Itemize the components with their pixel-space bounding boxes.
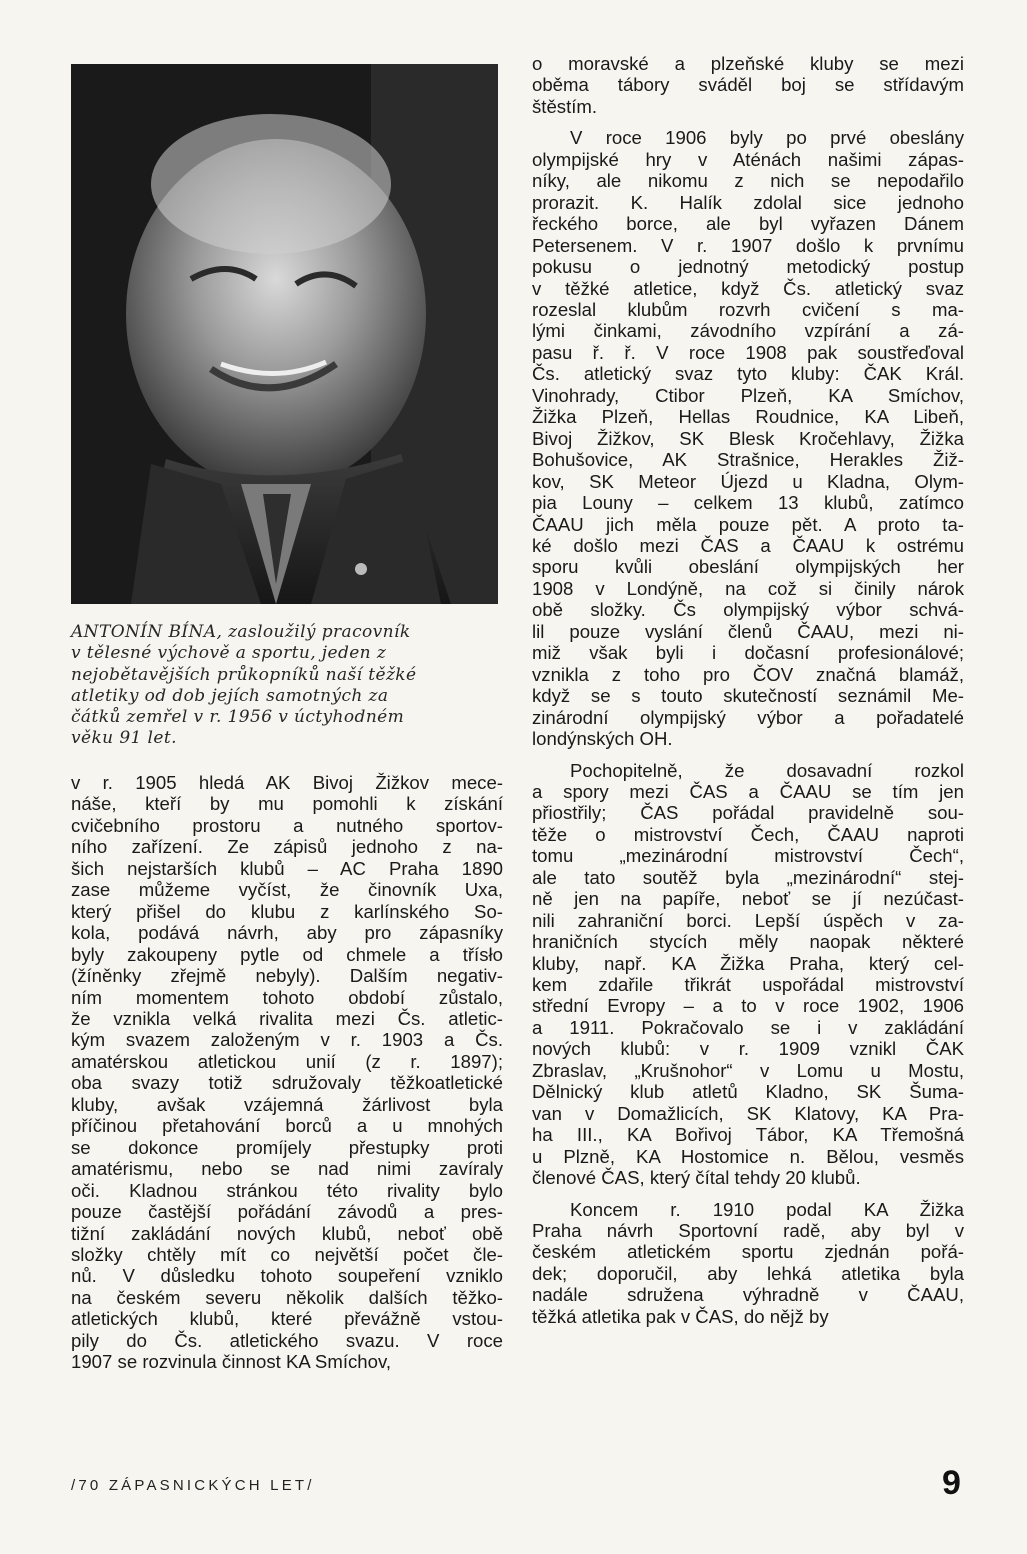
caption-line: v tělesné výchově a sportu, jeden z (71, 643, 387, 664)
text-line: přiostřily; ČAS pořádal pravidelně sou- (532, 802, 964, 824)
text-line: (žíněnky zřejmě nebyly). Dalším negativ- (71, 965, 503, 987)
running-footer-title: /70 ZÁPASNICKÝCH LET/ (71, 1477, 315, 1494)
text-line: zase můžeme vyčíst, že činovník Uxa, (71, 879, 503, 901)
text-line: níky, ale nikomu z nich se nepodařilo (532, 170, 964, 192)
text-line: nů. V důsledku tohoto soupeření vzniklo (71, 1265, 503, 1287)
left-text-column (71, 772, 503, 1373)
text-line: nili zahraniční borci. Lepší úspěch v za- (532, 909, 964, 931)
text-line: u Plzně, KA Hostomice n. Bělou, vesměs (532, 1145, 964, 1167)
caption-line: věku 91 let. (71, 728, 177, 749)
text-line: ha III., KA Bořivoj Tábor, KA Třemošná (532, 1124, 964, 1146)
text-line: těže o mistrovství Čech, ČAAU naproti (532, 823, 964, 845)
text-line: byly zakoupeny pytle od chmele a třísło (71, 943, 503, 965)
paragraph (532, 1199, 964, 1328)
text-line: Petersenem. V r. 1907 došlo k prvnímu (532, 234, 964, 256)
text-line: ké došlo mezi ČAS a ČAAU k ostrému (532, 534, 964, 556)
page-number: 9 (942, 1464, 961, 1502)
text-line: se dokonce promíjely přestupky proti (71, 1136, 503, 1158)
text-line: oba svazy totiž sdružovaly těžkoatletické (71, 1072, 503, 1094)
text-line: Pochopitelně, že dosavadní rozkol (570, 759, 964, 781)
caption-line: nejobětavějších průkopníků naší těžké (71, 664, 417, 685)
paragraph (532, 53, 964, 117)
caption-line: čátků zemřel v r. 1956 v úctyhodném (71, 707, 405, 728)
text-line: v r. 1905 hledá AK Bivoj Žižkov mece- (71, 772, 503, 793)
text-line: pasu ř. ř. V roce 1908 pak soustřeďoval (532, 341, 964, 363)
text-line: pily do Čs. atletického svazu. V roce (71, 1329, 503, 1351)
paragraph (532, 760, 964, 1189)
text-line: oběma tábory sváděl boj se střídavým (532, 74, 964, 96)
text-line: ČAAU jich měla pouze pět. A proto ta- (532, 513, 964, 535)
text-line: příčinou přetahování borců a u mnohých (71, 1115, 503, 1137)
text-line: Koncem r. 1910 podal KA Žižka (570, 1198, 964, 1220)
text-line: olympijské hry v Aténách našimi zápas- (532, 148, 964, 170)
text-line: těžká atletika pak v ČAS, do nějž by (532, 1305, 829, 1327)
text-line: V roce 1906 byly po prvé obeslány (570, 127, 964, 149)
text-line: když se s touto skutečností seznámil Me- (532, 685, 964, 707)
text-line: kem zdařile třikrát uspořádal mistrovství (532, 974, 964, 996)
text-line: a 1911. Pokračovalo se i v zakládání (532, 1016, 964, 1038)
text-line: lými činkami, závodního vzpírání a zá- (532, 320, 964, 342)
text-line: vznikla z toho pro ČOV značná blamáž, (532, 663, 964, 685)
right-text-column (532, 53, 964, 1327)
text-line: sporu kvůli obeslání olympijských her (532, 556, 964, 578)
text-line: ně jen na papíře, neboť se jí nezúčast- (532, 888, 964, 910)
photo-caption (71, 622, 503, 750)
text-line: kov, SK Meteor Újezd u Kladna, Olym- (532, 470, 964, 492)
text-line: ním momentem tohoto období zůstalo, (71, 986, 503, 1008)
text-line: ního zařízení. Ze zápisů jednoho z na- (71, 836, 503, 858)
paragraph-gap (532, 117, 964, 127)
text-line: který přišel do klubu z karlínského So- (71, 900, 503, 922)
text-line: na českém severu několik dalších těžko- (71, 1286, 503, 1308)
text-line: nadále sdružena výhradně v ČAAU, (532, 1284, 964, 1306)
text-line: ale tato soutěž byla „mezinárodní“ stej- (532, 866, 964, 888)
text-line: členové ČAS, který čítal tehdy 20 klubů. (532, 1167, 861, 1189)
portrait-illustration (71, 64, 498, 604)
text-line: 1908 v Londýně, na což si činily nárok (532, 577, 964, 599)
caption-line: atletiky od dob jejích samotných za (71, 685, 389, 706)
text-line: dek; doporučil, aby lehká atletika byla (532, 1262, 964, 1284)
text-line: Vinohrady, Ctibor Plzeň, KA Smíchov, (532, 384, 964, 406)
text-line: Bivoj Žižkov, SK Blesk Kročehlavy, Žižka (532, 427, 964, 449)
text-line: českém atletickém sportu zjednán pořá- (532, 1241, 964, 1263)
text-line: pokusu o jednotný metodický postup (532, 256, 964, 278)
text-line: a spory mezi ČAS a ČAAU se tím jen (532, 780, 964, 802)
text-line: tomu „mezinárodní mistrovství Čech“, (532, 845, 964, 867)
text-line: kluby, např. KA Žižka Praha, který cel- (532, 952, 964, 974)
text-line: kým svazem založeným v r. 1903 a Čs. (71, 1029, 503, 1051)
text-line: oči. Kladnou stránkou této rivality bylo (71, 1179, 503, 1201)
text-line: van v Domažlicích, SK Klatovy, KA Pra- (532, 1102, 964, 1124)
text-line: zinárodní olympijský výbor a pořadatelé (532, 706, 964, 728)
text-line: hraničních stycích měly naopak některé (532, 931, 964, 953)
text-line: řeckého borce, ale byl vyřazen Dánem (532, 213, 964, 235)
caption-line: ANTONÍN BÍNA, zasloužilý pracovník (71, 622, 411, 642)
text-line: střední Evropy – a to v roce 1902, 1906 (532, 995, 964, 1017)
text-line: prorazit. K. Halík zdolal sice jednoho (532, 191, 964, 213)
text-line: Bohušovice, AK Strašnice, Herakles Žiž- (532, 449, 964, 471)
portrait-photo (71, 64, 498, 604)
paragraph-gap (532, 1189, 964, 1199)
text-line: že vznikla velká rivalita mezi Čs. atletic- (71, 1007, 503, 1029)
paragraph (532, 127, 964, 749)
text-line: Zbraslav, „Krušnohor“ v Lomu u Mostu, (532, 1059, 964, 1081)
text-line: miž však byli i dočasní profesionálové; (532, 642, 964, 664)
text-line: amatérismu, nebo se nad nimi zavíraly (71, 1158, 503, 1180)
text-line: složky chtěly mít co největší počet čle- (71, 1243, 503, 1265)
text-line: o moravské a plzeňské kluby se mezi (532, 53, 964, 74)
text-line: v těžké atletice, když Čs. atletický svaz (532, 277, 964, 299)
text-line: londýnských OH. (532, 728, 673, 750)
paragraph-gap (532, 750, 964, 760)
text-line: Dělnický klub atletů Kladno, SK Šuma- (532, 1081, 964, 1103)
text-line: pia Louny – celkem 13 klubů, zatímco (532, 492, 964, 514)
text-line: obě složky. Čs olympijský výbor schvá- (532, 599, 964, 621)
text-line: tižní zakládání nových klubů, neboť obě (71, 1222, 503, 1244)
text-line: pouze častější pořádání závodů a pres- (71, 1201, 503, 1223)
paragraph (71, 772, 503, 1373)
text-line: amatérskou atletickou unií (z r. 1897); (71, 1050, 503, 1072)
text-line: kola, podává návrh, aby pro zápasníky (71, 922, 503, 944)
text-line: atletických klubů, které převážně vstou- (71, 1308, 503, 1330)
text-line: Žižka Plzeň, Hellas Roudnice, KA Libeň, (532, 406, 964, 428)
text-line: šich nejstarších klubů – AC Praha 1890 (71, 857, 503, 879)
text-line: Praha návrh Sportovní radě, aby byl v (532, 1220, 964, 1242)
text-line: náše, kteří by mu pomohli k získání (71, 793, 503, 815)
text-line: cvičebního prostoru a nutného sportov- (71, 814, 503, 836)
text-line: 1907 se rozvinula činnost KA Smíchov, (71, 1351, 392, 1373)
text-line: rozeslal klubům rozvrh cvičení s ma- (532, 298, 964, 320)
text-line: Čs. atletický svaz tyto kluby: ČAK Král. (532, 363, 964, 385)
text-line: lil pouze vyslání členů ČAAU, mezi ni- (532, 620, 964, 642)
text-line: štěstím. (532, 95, 598, 117)
text-line: nových klubů: v r. 1909 vznikl ČAK (532, 1038, 964, 1060)
text-line: kluby, avšak vzájemná žárlivost byla (71, 1093, 503, 1115)
